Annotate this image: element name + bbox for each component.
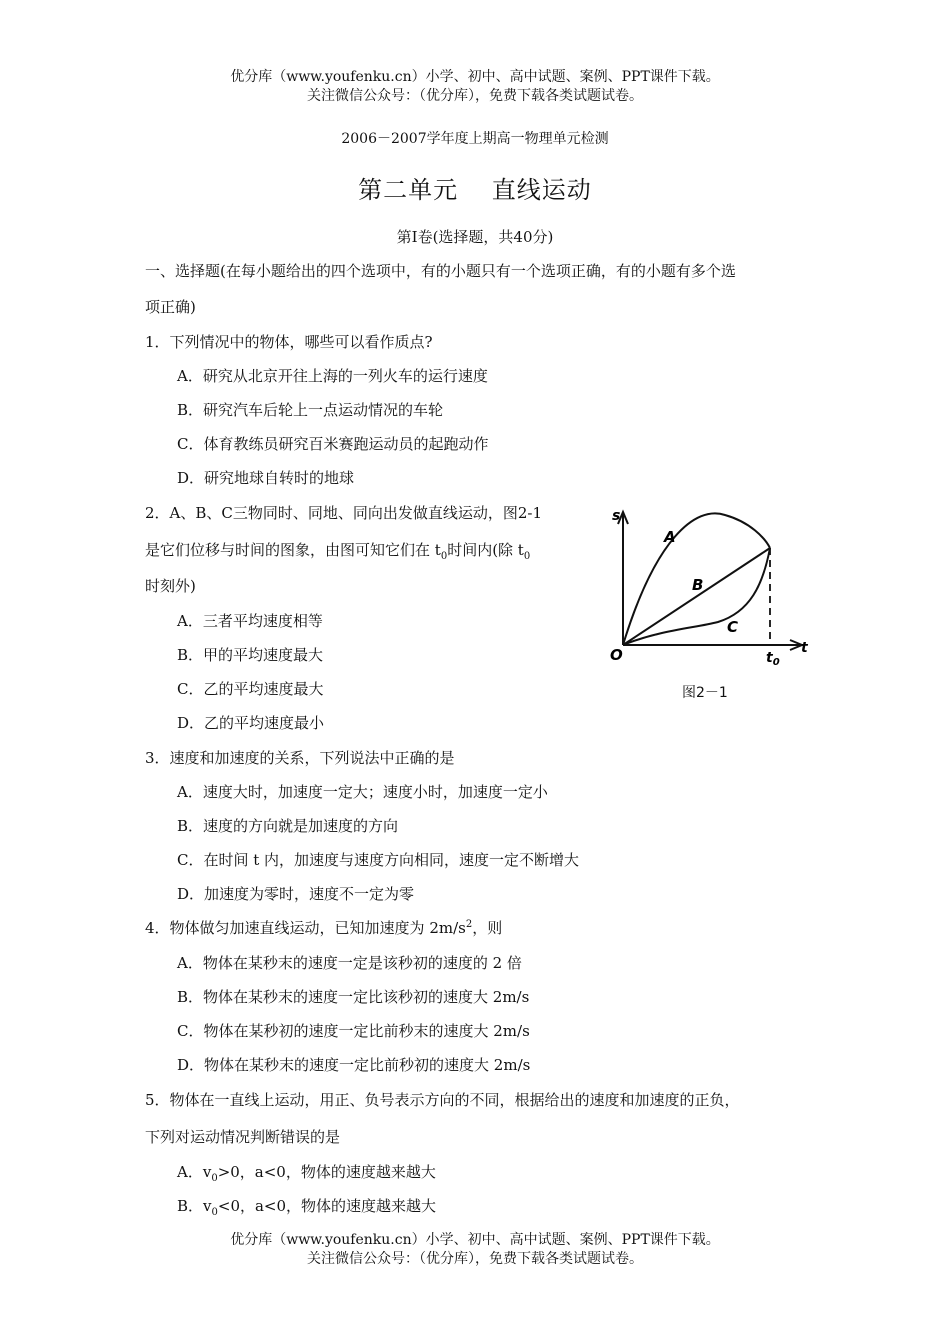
origin-label: O [610, 646, 623, 664]
curve-label-b: B [692, 576, 704, 594]
exam-subtitle: 2006－2007学年度上期高一物理单元检测 [341, 131, 609, 147]
q2-option-a: A．三者平均速度相等 [177, 612, 323, 630]
section-instruction-line2: 项正确) [145, 298, 196, 316]
q1-option-d: D．研究地球自转时的地球 [177, 469, 355, 487]
q1-option-c: C．体育教练员研究百米赛跑运动员的起跑动作 [177, 435, 489, 453]
q4-option-a: A．物体在某秒末的速度一定是该秒初的速度的 2 倍 [177, 954, 522, 972]
q2-option-d: D．乙的平均速度最小 [177, 714, 325, 732]
curve-b [623, 548, 770, 645]
axis-label-s: s [612, 508, 621, 524]
volume-heading: 第Ⅰ卷(选择题，共40分) [396, 228, 554, 246]
q5-option-b: B．$v_0<0$，a<0，物体的速度越来越大 [177, 1197, 437, 1218]
q5-option-a: A．$v_0>0$，a<0，物体的速度越来越大 [177, 1163, 436, 1184]
axis-label-t: t [801, 640, 808, 656]
q3-option-c: C．在时间 t 内，加速度与速度方向相同，速度一定不断增大 [177, 851, 580, 869]
q1-option-b: B．研究汽车后轮上一点运动情况的车轮 [177, 401, 444, 419]
t0-label: $t_0$ [766, 650, 780, 668]
q4-option-c: C．物体在某秒初的速度一定比前秒末的速度大 2m/s [177, 1022, 530, 1040]
q3-stem: 3．速度和加速度的关系，下列说法中正确的是 [145, 749, 455, 767]
curve-label-a: A [664, 528, 676, 546]
q2-stem-line2: 是它们位移与时间的图象，由图可知它们在 $t_0$时间内(除 $t_0$ [145, 541, 531, 562]
q4-stem: 4．物体做匀加速直线运动，已知加速度为 $2m/s^2$，则 [145, 919, 503, 937]
q5-stem-line2: 下列对运动情况判断错误的是 [145, 1128, 341, 1146]
q3-option-b: B．速度的方向就是加速度的方向 [177, 817, 399, 835]
q2-option-c: C．乙的平均速度最大 [177, 680, 324, 698]
page-header-line2: 关注微信公众号：（优分库），免费下载各类试题试卷。 [307, 88, 643, 104]
q2-option-b: B．甲的平均速度最大 [177, 646, 324, 664]
section-instruction-line1: 一、选择题(在每小题给出的四个选项中，有的小题只有一个选项正确，有的小题有多个选 [145, 262, 736, 280]
page-header-line1: 优分库（www.youfenku.cn）小学、初中、高中试题、案例、PPT课件下载。 [230, 69, 720, 85]
q1-stem: 1．下列情况中的物体，哪些可以看作质点? [145, 333, 433, 351]
q2-stem-line1: 2．A、B、C三物同时、同地、同向出发做直线运动，图2-1 [145, 504, 543, 522]
q5-stem-line1: 5．物体在一直线上运动，用正、负号表示方向的不同，根据给出的速度和加速度的正负， [145, 1091, 740, 1109]
curve-label-c: C [727, 618, 739, 636]
q3-option-d: D．加速度为零时，速度不一定为零 [177, 885, 415, 903]
unit-title: 第二单元 直线运动 [358, 176, 592, 204]
st-graph-figure [600, 500, 820, 680]
figure-caption: 图2－1 [682, 685, 728, 701]
q2-stem-line3: 时刻外) [145, 577, 196, 595]
q4-option-d: D．物体在某秒末的速度一定比前秒初的速度大 2m/s [177, 1056, 531, 1074]
page-footer-line2: 关注微信公众号：（优分库），免费下载各类试题试卷。 [307, 1251, 643, 1267]
q4-option-b: B．物体在某秒末的速度一定比该秒初的速度大 2m/s [177, 988, 530, 1006]
page-footer-line1: 优分库（www.youfenku.cn）小学、初中、高中试题、案例、PPT课件下载。 [230, 1232, 720, 1248]
q1-option-a: A．研究从北京开往上海的一列火车的运行速度 [177, 367, 488, 385]
q3-option-a: A．速度大时，加速度一定大；速度小时，加速度一定小 [177, 783, 548, 801]
